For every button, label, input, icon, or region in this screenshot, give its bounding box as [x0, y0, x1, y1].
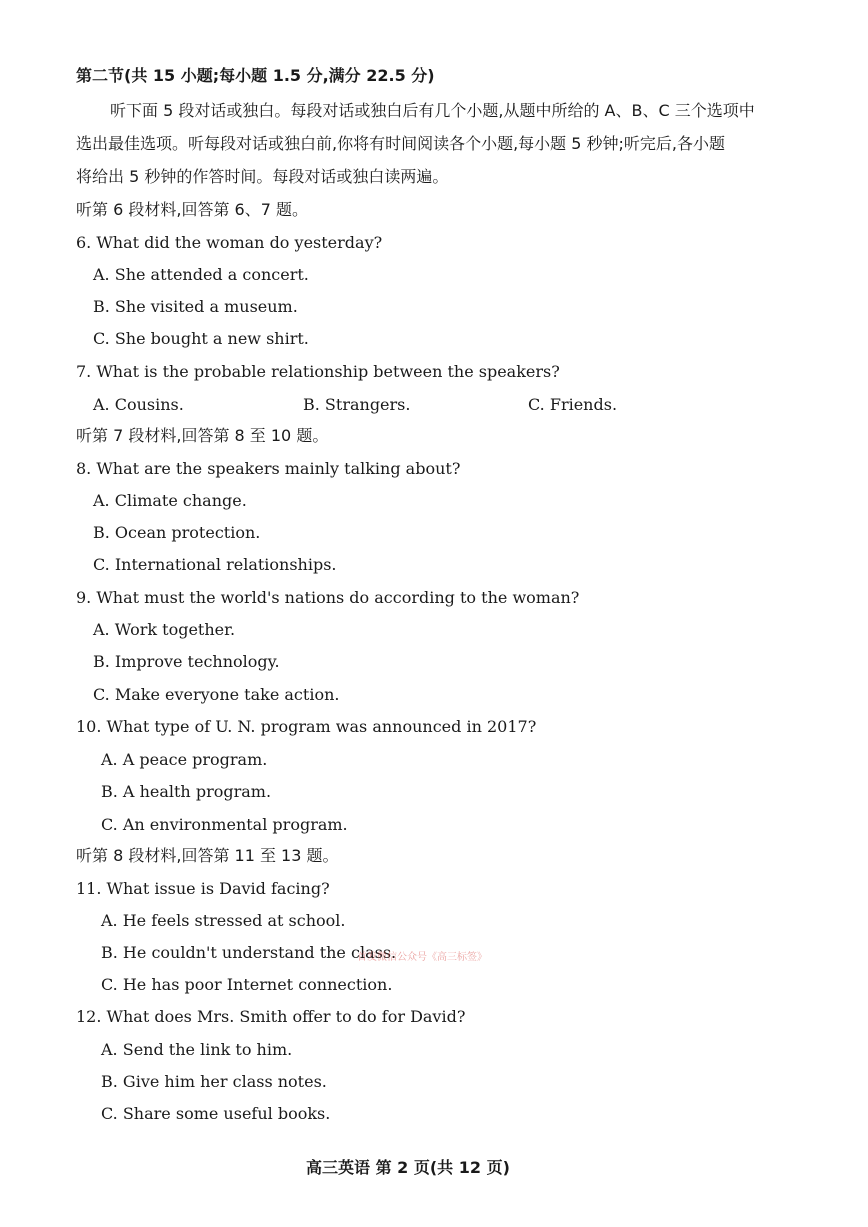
question-9-option-c: C. Make everyone take action. — [93, 685, 340, 704]
question-8-option-a: A. Climate change. — [93, 491, 247, 510]
page-footer: 高三英语 第 2 页(共 12 页) — [306, 1158, 510, 1177]
question-7-option-c: C. Friends. — [528, 395, 618, 414]
material-7-heading: 听第 7 段材料,回答第 8 至 10 题。 — [76, 426, 329, 445]
question-10-option-c: C. An environmental program. — [101, 815, 348, 834]
question-10-option-b: B. A health program. — [101, 782, 272, 801]
question-11-option-c: C. He has poor Internet connection. — [101, 975, 393, 994]
question-8-stem: 8. What are the speakers mainly talking about? — [76, 459, 461, 478]
question-8-option-b: B. Ocean protection. — [93, 523, 261, 542]
question-10-stem: 10. What type of U. N. program was announced in 2017? — [76, 717, 537, 736]
instruction-line-3: 将给出 5 秒钟的作答时间。每段对话或独白读两遍。 — [76, 167, 449, 186]
instruction-line-1: 听下面 5 段对话或独白。每段对话或独白后有几个小题,从题中所给的 A、B、C 三个选项中 — [110, 101, 755, 120]
question-9-option-b: B. Improve technology. — [93, 652, 280, 671]
section-title: 第二节(共 15 小题;每小题 1.5 分,满分 22.5 分) — [76, 66, 435, 85]
question-7-option-b: B. Strangers. — [303, 395, 411, 414]
question-8-option-c: C. International relationships. — [93, 555, 337, 574]
question-10-option-a: A. A peace program. — [101, 750, 268, 769]
question-9-stem: 9. What must the world's nations do according to the woman? — [76, 588, 580, 607]
question-12-option-c: C. Share some useful books. — [101, 1104, 331, 1123]
instruction-line-2: 选出最佳选项。听每段对话或独白前,你将有时间阅读各个小题,每小题 5 秒钟;听完后,各小题 — [76, 134, 726, 153]
watermark-text: 首发微信公众号《高三标签》 — [357, 952, 487, 963]
question-7-stem: 7. What is the probable relationship between the speakers? — [76, 362, 560, 381]
question-7-option-a: A. Cousins. — [93, 395, 184, 414]
question-9-option-a: A. Work together. — [93, 620, 236, 639]
question-11-option-b: B. He couldn't understand the class. — [101, 943, 397, 962]
question-6-stem: 6. What did the woman do yesterday? — [76, 233, 383, 252]
question-6-option-b: B. She visited a museum. — [93, 297, 298, 316]
question-12-option-b: B. Give him her class notes. — [101, 1072, 327, 1091]
question-6-option-c: C. She bought a new shirt. — [93, 329, 309, 348]
question-11-option-a: A. He feels stressed at school. — [101, 911, 346, 930]
question-11-stem: 11. What issue is David facing? — [76, 879, 330, 898]
material-6-heading: 听第 6 段材料,回答第 6、7 题。 — [76, 200, 308, 219]
question-12-stem: 12. What does Mrs. Smith offer to do for David? — [76, 1007, 466, 1026]
question-6-option-a: A. She attended a concert. — [93, 265, 309, 284]
question-12-option-a: A. Send the link to him. — [101, 1040, 293, 1059]
material-8-heading: 听第 8 段材料,回答第 11 至 13 题。 — [76, 846, 339, 865]
